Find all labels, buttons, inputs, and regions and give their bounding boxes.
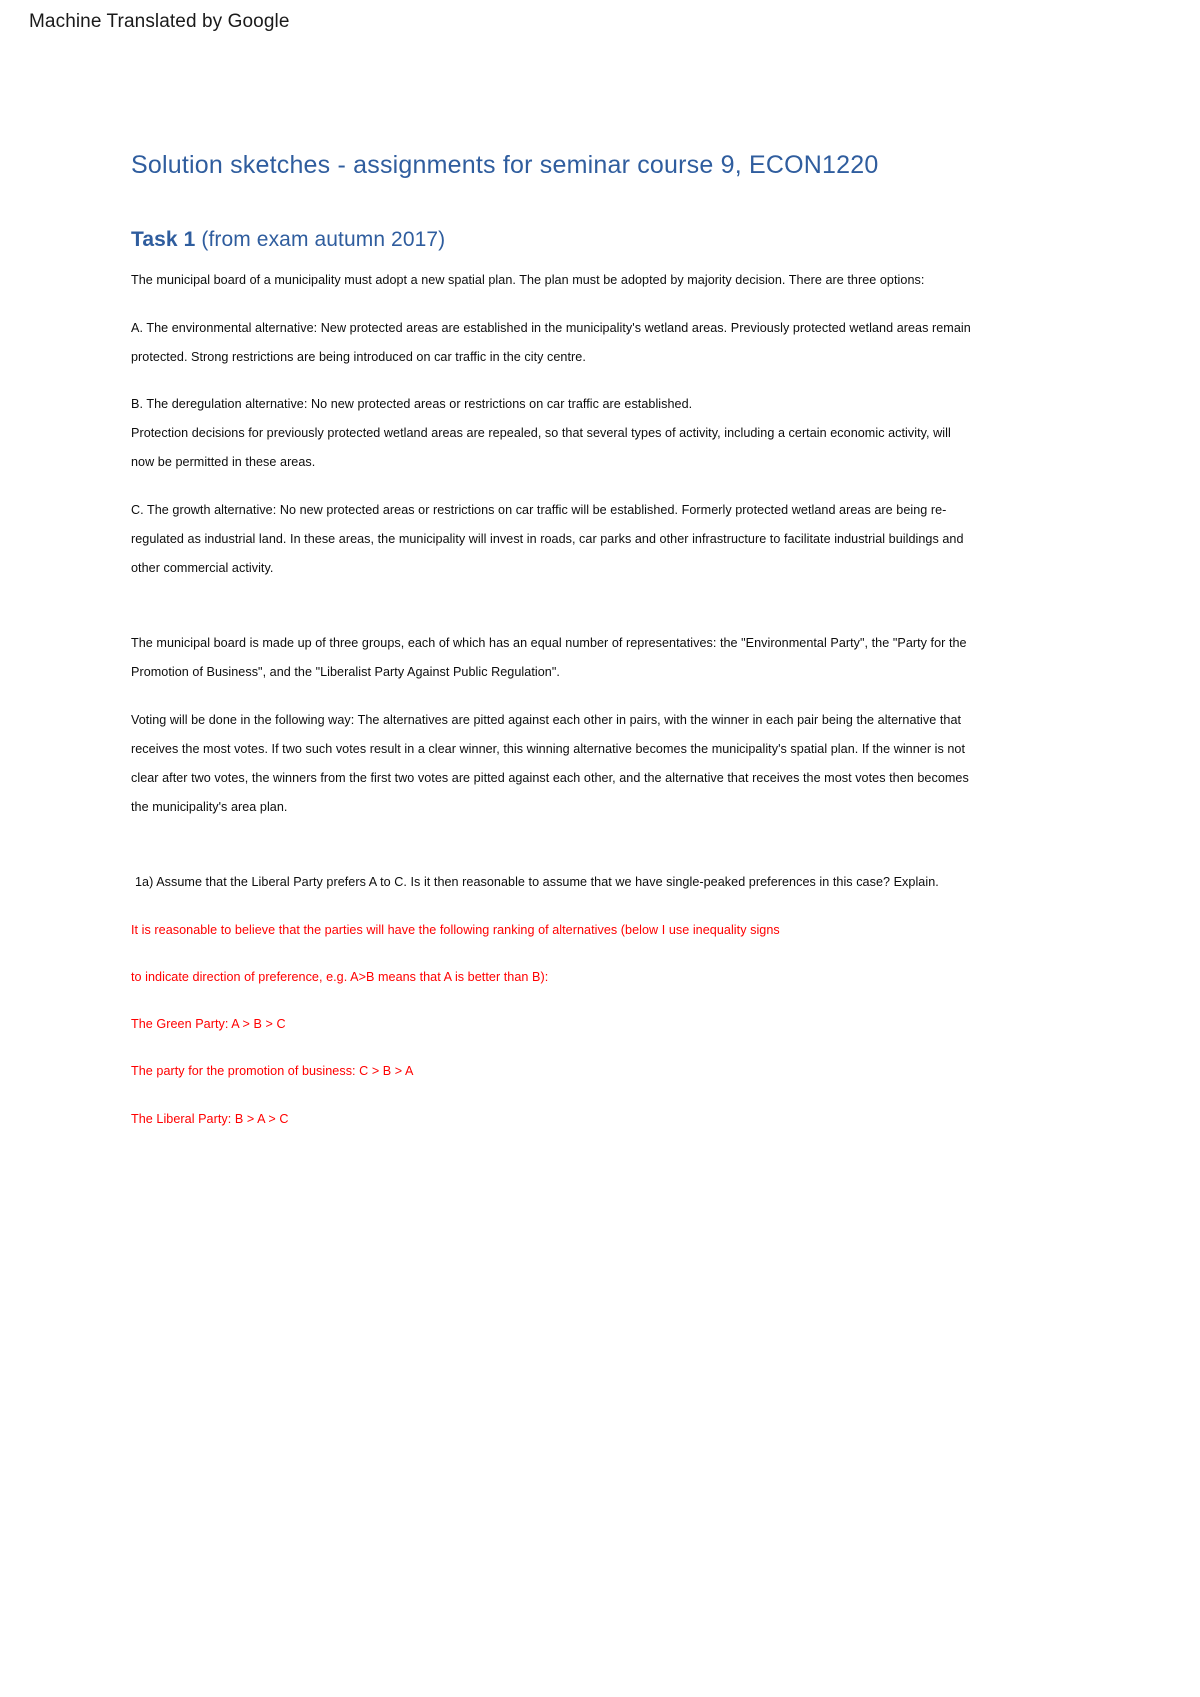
alternative-b-paragraph: B. The deregulation alternative: No new protected areas or restrictions on car traffic are established.: [131, 397, 693, 412]
question-1a-paragraph: 1a) Assume that the Liberal Party prefers A to C. Is it then reasonable to assume that we have single-peaked preferences in this case? Explain.: [135, 875, 939, 890]
intro-paragraph: The municipal board of a municipality must adopt a new spatial plan. The plan must be adopted by majority decision. There are three options:: [131, 273, 925, 288]
answer-ranking-business-party: The party for the promotion of business: C > B > A: [131, 1064, 414, 1079]
answer-intro-line-1: It is reasonable to believe that the parties will have the following ranking of alternatives (below I use inequality signs: [131, 922, 780, 937]
board-composition-paragraph: The municipal board is made up of three groups, each of which has an equal number of representatives: the "Environmental Party", the "Party for the Promotion of Business", and the "Liberalist Party Against Public Regulation".: [131, 636, 967, 680]
machine-translation-watermark: Machine Translated by Google: [29, 11, 290, 32]
answer-ranking-liberal-party: The Liberal Party: B > A > C: [131, 1111, 289, 1126]
task-1-label: Task 1: [131, 228, 196, 252]
alternative-c-paragraph: C. The growth alternative: No new protected areas or restrictions on car traffic will be established. Formerly protected wetland areas are being re-regulated as industrial land. In these areas, the municipality will invest in roads, car parks and other infrastructure to facilitate industrial buildings and other commercial activity.: [131, 502, 964, 576]
document-content: [131, 150, 976, 1152]
answer-ranking-green-party: The Green Party: A > B > C: [131, 1017, 286, 1032]
voting-rules-paragraph: Voting will be done in the following way: The alternatives are pitted against each other in pairs, with the winner in each pair being the alternative that receives the most votes. If two such votes result in a clear winner, this winning alternative becomes the municipality's spatial plan. If the winner is not clear after two votes, the winners from the first two votes are pitted against each other, and the alternative that receives the most votes then becomes the municipality's area plan.: [131, 712, 969, 815]
answer-intro-line-2: to indicate direction of preference, e.g. A>B means that A is better than B):: [131, 969, 549, 984]
page-title: Solution sketches - assignments for seminar course 9, ECON1220: [131, 151, 879, 179]
task-1-source: (from exam autumn 2017): [201, 228, 446, 252]
alternative-b-continuation-paragraph: Protection decisions for previously protected wetland areas are repealed, so that several types of activity, including a certain economic activity, will now be permitted in these areas.: [131, 426, 951, 470]
task-1-heading: [131, 227, 976, 252]
alternative-a-paragraph: A. The environmental alternative: New protected areas are established in the municipality's wetland areas. Previously protected wetland areas remain protected. Strong restrictions are being introduced on car traffic in the city centre.: [131, 320, 971, 364]
